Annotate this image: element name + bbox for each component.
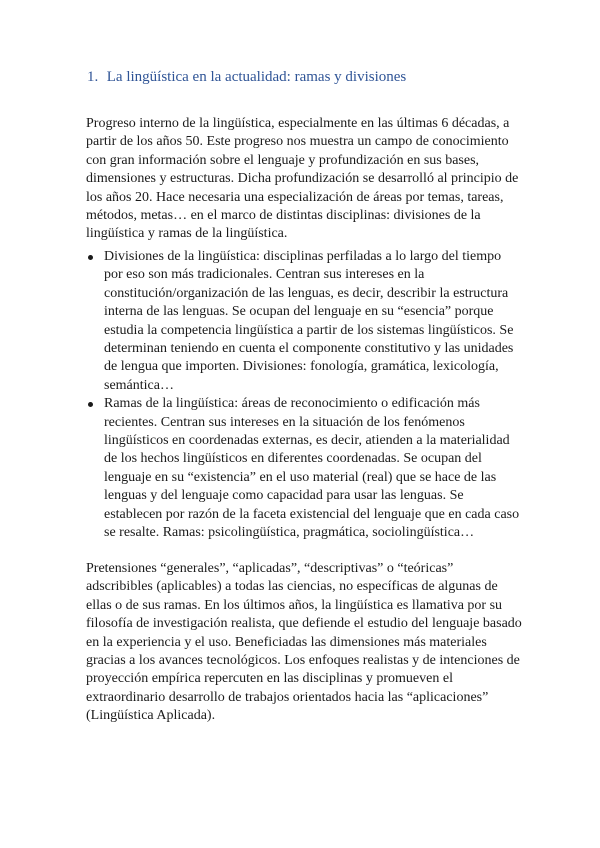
bullet-item-divisiones [86, 248, 522, 395]
bullet-text: Ramas de la lingüística: áreas de reconocimiento o edificación más recientes. Centran sus intereses en la situación de los fenómenos lingüísticos en coordenadas externas, es decir, atienden a la materialidad de los hechos lingüísticos en diferentes coordenadas. Se ocupan del lenguaje en su “existencia” en el uso material (real) que se hace de las lenguas y del lenguaje como capacidad para usar las lenguas. Se establecen por razón de la faceta existencial del lenguaje que en cada caso se resalte. Ramas: psicolingüística, pragmática, sociolingüística… [104, 396, 520, 541]
bullet-list [86, 248, 522, 543]
bullet-dot-icon [88, 402, 93, 407]
closing-paragraph: Pretensiones “generales”, “aplicadas”, “descriptivas” o “teóricas” adscribibles (aplicables) a todas las ciencias, no específicas de algunas de ellas o de sus ramas. En los últimos años, la lingüística es llamativa por su filosofía de investigación realista, que defiende el estudio del lenguaje basado en la experiencia y el uso. Beneficiadas las dimensiones más materiales gracias a los avances tecnológicos. Los enfoques realistas y de intenciones de proyección empírica repercuten en las disciplinas y promueven el extraordinario desarrollo de trabajos orientados hacia las “aplicaciones” (Lingüística Aplicada). [86, 561, 522, 724]
bullet-text: Divisiones de la lingüística: disciplinas perfiladas a lo largo del tiempo por eso son más tradicionales. Centran sus intereses en la constitución/organización de las lenguas, es decir, describir la estructura interna de las lenguas. Se ocupan del lenguaje en su “esencia” porque estudia la competencia lingüística a partir de los sistemas lingüísticos. Se determinan teniendo en cuenta el componente constitutivo y las unidades de lengua que importen. Divisiones: fonología, gramática, lexicología, semántica… [104, 249, 514, 393]
section-title: La lingüística en la actualidad: ramas y divisiones [106, 69, 407, 85]
bullet-dot-icon [88, 255, 93, 260]
intro-paragraph: Progreso interno de la lingüística, especialmente en las últimas 6 décadas, a partir de los años 50. Este progreso nos muestra un campo de conocimiento con gran información sobre el lenguaje y profundización en sus bases, dimensiones y estructuras. Dicha profundización se desarrolló al principio de los años 20. Hace necesaria una especialización de áreas por temas, tareas, métodos, metas… en el marco de distintas disciplinas: divisiones de la lingüística y ramas de la lingüística. [86, 116, 519, 242]
bullet-item-ramas [86, 395, 522, 542]
section-number: 1. [87, 69, 99, 85]
section-heading [87, 69, 406, 86]
